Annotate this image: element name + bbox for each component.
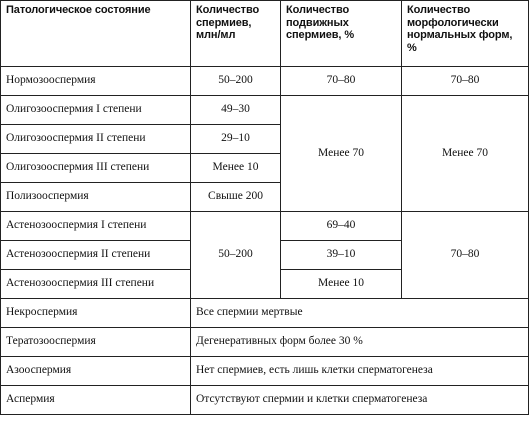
condition-cell: Азооспермия (1, 357, 191, 386)
count-cell: 50–200 (191, 67, 281, 96)
description-cell: Отсутствуют спермии и клетки сперматогенеза (191, 386, 529, 415)
header-count: Количество спермиев, млн/мл (191, 1, 281, 67)
condition-cell: Олигозооспермия III степени (1, 154, 191, 183)
description-cell: Дегенеративных форм более 30 % (191, 328, 529, 357)
description-cell: Нет спермиев, есть лишь клетки сперматогенеза (191, 357, 529, 386)
condition-cell: Астенозооспермия I степени (1, 212, 191, 241)
count-cell: Свыше 200 (191, 183, 281, 212)
oligo-motile-merged-cell: Менее 70 (281, 96, 402, 212)
header-motile: Количество подвижных спермиев, % (281, 1, 402, 67)
motile-cell: 69–40 (281, 212, 402, 241)
description-cell: Все спермии мертвые (191, 299, 529, 328)
condition-cell: Тератозооспермия (1, 328, 191, 357)
condition-cell: Некроспермия (1, 299, 191, 328)
table-row (1, 67, 529, 96)
asteno-count-merged-cell: 50–200 (191, 212, 281, 299)
header-condition: Патологическое состояние (1, 1, 191, 67)
count-cell: Менее 10 (191, 154, 281, 183)
asteno-normal-merged-cell: 70–80 (402, 212, 529, 299)
oligo-normal-merged-cell: Менее 70 (402, 96, 529, 212)
count-cell: 49–30 (191, 96, 281, 125)
motile-cell: 70–80 (281, 67, 402, 96)
table-row (1, 299, 529, 328)
condition-cell: Полизооспермия (1, 183, 191, 212)
table-row (1, 96, 529, 125)
motile-cell: Менее 10 (281, 270, 402, 299)
table-row (1, 357, 529, 386)
table-row (1, 328, 529, 357)
condition-cell: Астенозооспермия III степени (1, 270, 191, 299)
condition-cell: Олигозооспермия I степени (1, 96, 191, 125)
count-cell: 29–10 (191, 125, 281, 154)
condition-cell: Олигозооспермия II степени (1, 125, 191, 154)
table-row (1, 386, 529, 415)
table-row (1, 212, 529, 241)
condition-cell: Нормозооспермия (1, 67, 191, 96)
normal-cell: 70–80 (402, 67, 529, 96)
condition-cell: Астенозооспермия II степени (1, 241, 191, 270)
header-normal: Количество морфологически нормальных форм, % (402, 1, 529, 67)
motile-cell: 39–10 (281, 241, 402, 270)
condition-cell: Аспермия (1, 386, 191, 415)
header-row (1, 1, 529, 67)
